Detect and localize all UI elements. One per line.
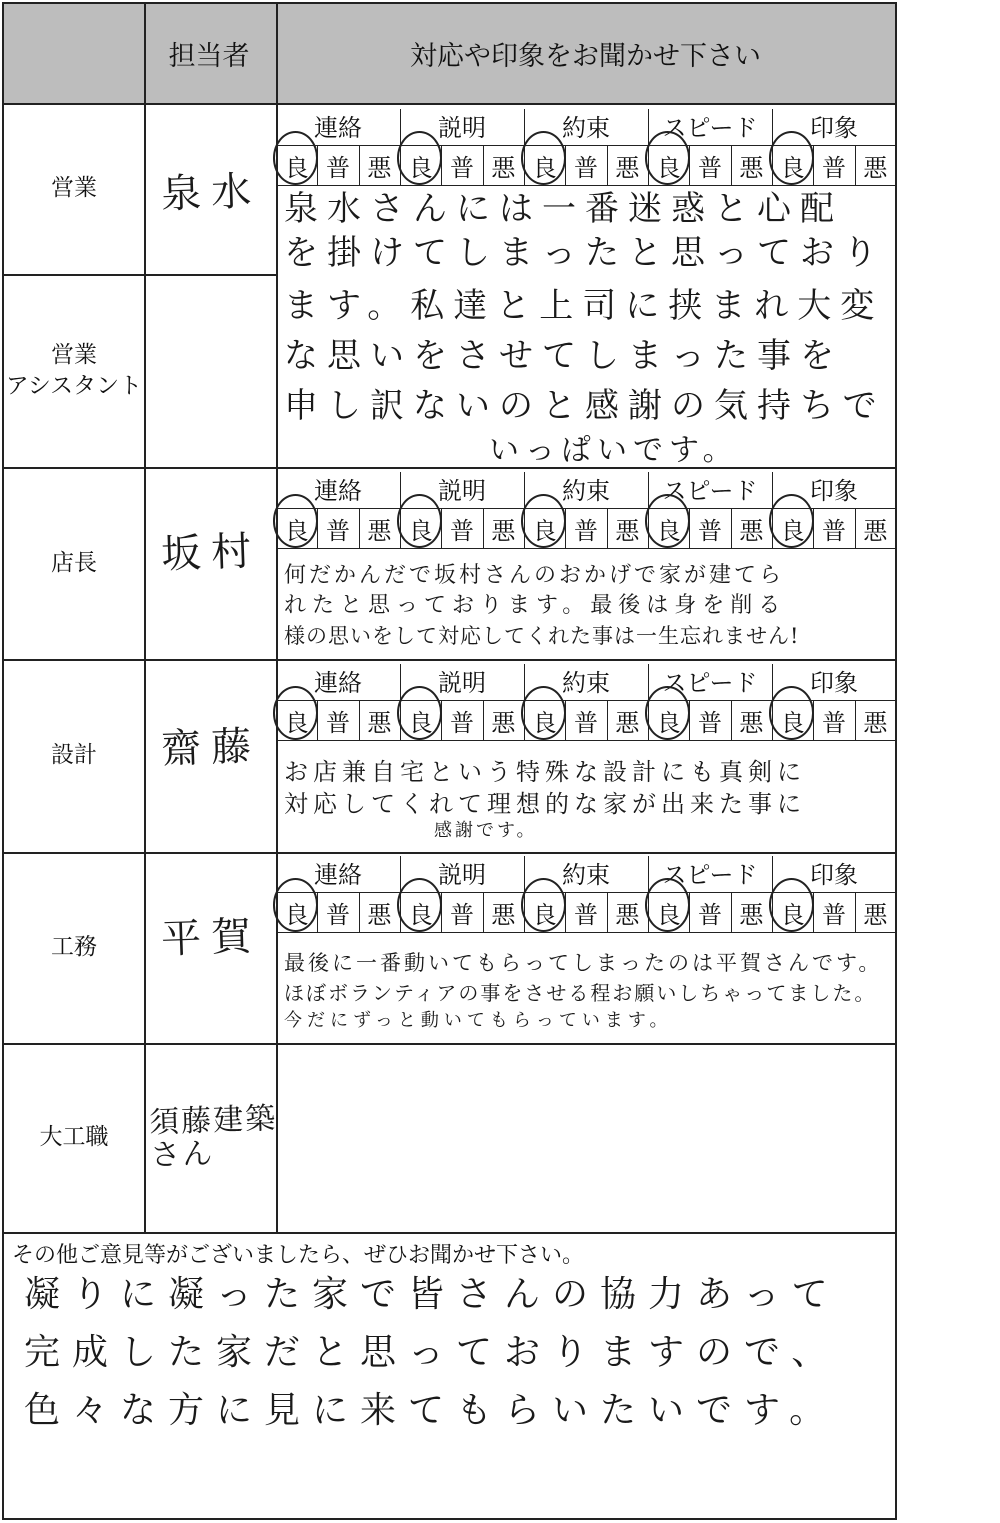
comment-line: 様の思いをして対応してくれた事は一生忘れません! — [284, 624, 800, 648]
rating-option-average[interactable]: 普 — [821, 516, 846, 545]
dept-design: 設計 — [51, 742, 97, 769]
rating-option-average[interactable]: 普 — [697, 708, 722, 737]
grid-line — [731, 700, 732, 740]
grid-line — [441, 508, 442, 548]
rating-option-average[interactable]: 普 — [821, 153, 846, 182]
grid-line — [276, 4, 278, 1232]
rating-option-good[interactable]: 良 — [408, 153, 433, 182]
comment-line: 今だにずっと動いてもらっています。 — [284, 1010, 673, 1031]
rating-option-bad[interactable]: 悪 — [739, 516, 764, 545]
rating-option-average[interactable]: 普 — [573, 153, 598, 182]
rating-category-label: 約束 — [562, 860, 610, 889]
rating-option-bad[interactable]: 悪 — [491, 153, 516, 182]
rating-option-good[interactable]: 良 — [284, 516, 309, 545]
grid-line — [813, 508, 814, 548]
dept-construction: 工務 — [51, 934, 97, 961]
rating-category-label: 約束 — [562, 668, 610, 697]
comment-line: 対応してくれて理想的な家が出来た事に — [284, 790, 806, 818]
rating-category-label: 連絡 — [314, 860, 362, 889]
rating-category-label: 説明 — [438, 860, 486, 889]
comment-line: 色々な方に見に来てもらいたいです。 — [24, 1390, 838, 1431]
rating-category-label: 連絡 — [314, 476, 362, 505]
grid-line — [689, 700, 690, 740]
rating-option-bad[interactable]: 悪 — [491, 900, 516, 929]
rating-option-average[interactable]: 普 — [325, 516, 350, 545]
rating-option-bad[interactable]: 悪 — [367, 516, 392, 545]
rating-option-bad[interactable]: 悪 — [491, 708, 516, 737]
grid-line — [565, 700, 566, 740]
grid-line — [855, 700, 856, 740]
rating-option-average[interactable]: 普 — [325, 153, 350, 182]
grid-line — [4, 1232, 895, 1234]
grid-line — [607, 892, 608, 932]
grid-line — [731, 145, 732, 185]
rating-option-good[interactable]: 良 — [656, 708, 681, 737]
comment-sales — [284, 187, 894, 467]
person-name: 齋藤 — [160, 722, 262, 773]
grid-line — [359, 145, 360, 185]
comment-line: 完成した家だと思っておりますので、 — [24, 1332, 840, 1373]
grid-line — [276, 932, 895, 933]
rating-category-label: スピード — [662, 668, 758, 697]
grid-line — [441, 892, 442, 932]
rating-option-good[interactable]: 良 — [284, 153, 309, 182]
rating-option-good[interactable]: 良 — [532, 708, 557, 737]
grid-line — [565, 508, 566, 548]
rating-option-good[interactable]: 良 — [656, 153, 681, 182]
rating-option-average[interactable]: 普 — [449, 708, 474, 737]
rating-option-good[interactable]: 良 — [780, 708, 805, 737]
grid-line — [359, 508, 360, 548]
grid-line — [276, 185, 895, 186]
person-name: 坂村 — [160, 527, 262, 578]
rating-option-bad[interactable]: 悪 — [739, 153, 764, 182]
grid-line — [689, 145, 690, 185]
comment-store-manager — [284, 561, 894, 659]
grid-line — [276, 548, 895, 549]
grid-line — [855, 892, 856, 932]
dept-carpenter: 大工職 — [39, 1124, 109, 1151]
person-name: 平賀 — [160, 912, 262, 963]
grid-line — [813, 145, 814, 185]
rating-option-bad[interactable]: 悪 — [367, 153, 392, 182]
grid-line — [483, 700, 484, 740]
comment-line: ます。私達と上司に挟まれ大変 — [284, 286, 884, 326]
rating-category-label: 印象 — [810, 476, 858, 505]
rating-category-label: 連絡 — [314, 113, 362, 142]
dept-sales-assistant: 営業 アシスタント — [5, 341, 143, 399]
other-comments-prompt: その他ご意見等がございましたら、ぜひお聞かせ下さい。 — [12, 1243, 585, 1268]
person-name: 泉水 — [160, 167, 262, 218]
grid-line — [607, 508, 608, 548]
grid-line — [731, 508, 732, 548]
grid-line — [317, 145, 318, 185]
comment-design — [284, 756, 894, 852]
rating-option-good[interactable]: 良 — [284, 900, 309, 929]
rating-option-good[interactable]: 良 — [408, 900, 433, 929]
comment-line: な思いをさせてしまった事を — [284, 336, 843, 376]
grid-line — [441, 145, 442, 185]
comment-line: 最後に一番動いてもらってしまったのは平賀さんです。 — [284, 951, 883, 975]
rating-option-average[interactable]: 普 — [325, 900, 350, 929]
rating-option-average[interactable]: 普 — [573, 516, 598, 545]
rating-option-bad[interactable]: 悪 — [615, 900, 640, 929]
grid-line — [731, 892, 732, 932]
rating-category-label: 約束 — [562, 113, 610, 142]
comment-line: ほぼボランティアの事をさせる程お願いしちゃってました。 — [284, 981, 877, 1005]
comment-line: 申し訳ないのと感謝の気持ちで — [284, 386, 886, 426]
comment-line: れたと思っております。最後は身を削る — [284, 593, 787, 618]
rating-category-label: スピード — [662, 113, 758, 142]
comment-line: 何だかんだで坂村さんのおかげで家が建てら — [284, 563, 785, 588]
comment-line: 凝りに凝った家で皆さんの協力あって — [24, 1274, 840, 1315]
survey-sheet — [2, 2, 897, 1520]
rating-option-bad[interactable]: 悪 — [367, 708, 392, 737]
comment-line: 泉水さんには一番迷惑と心配 — [284, 189, 843, 229]
grid-line — [483, 892, 484, 932]
rating-category-label: 印象 — [810, 113, 858, 142]
rating-option-bad[interactable]: 悪 — [739, 708, 764, 737]
rating-option-good[interactable]: 良 — [780, 153, 805, 182]
grid-line — [813, 892, 814, 932]
grid-line — [813, 700, 814, 740]
rating-option-good[interactable]: 良 — [408, 516, 433, 545]
rating-option-bad[interactable]: 悪 — [491, 516, 516, 545]
comment-line: 感謝です。 — [434, 820, 538, 841]
rating-option-average[interactable]: 普 — [449, 153, 474, 182]
rating-option-bad[interactable]: 悪 — [739, 900, 764, 929]
dept-store-manager: 店長 — [51, 549, 97, 576]
rating-option-bad[interactable]: 悪 — [615, 153, 640, 182]
grid-line — [483, 145, 484, 185]
other-comments — [24, 1266, 894, 1440]
rating-option-bad[interactable]: 悪 — [615, 708, 640, 737]
rating-option-good[interactable]: 良 — [532, 516, 557, 545]
rating-category-label: スピード — [662, 476, 758, 505]
comment-line: お店兼自宅という特殊な設計にも真剣に — [284, 758, 806, 786]
grid-line — [565, 145, 566, 185]
rating-category-label: スピード — [662, 860, 758, 889]
header-person: 担当者 — [168, 41, 250, 72]
rating-option-good[interactable]: 良 — [532, 153, 557, 182]
rating-option-average[interactable]: 普 — [573, 708, 598, 737]
comment-line: いっぱいです。 — [489, 433, 739, 468]
comment-construction — [284, 948, 904, 1043]
rating-option-average[interactable]: 普 — [573, 900, 598, 929]
rating-category-label: 印象 — [810, 860, 858, 889]
rating-option-bad[interactable]: 悪 — [615, 516, 640, 545]
dept-sales: 営業 — [51, 175, 97, 202]
rating-option-good[interactable]: 良 — [284, 708, 309, 737]
header-feedback: 対応や印象をお聞かせ下さい — [410, 41, 761, 72]
rating-option-good[interactable]: 良 — [408, 708, 433, 737]
grid-line — [317, 508, 318, 548]
rating-option-bad[interactable]: 悪 — [863, 900, 888, 929]
rating-option-bad[interactable]: 悪 — [863, 516, 888, 545]
comment-line: を掛けてしまったと思っており — [284, 233, 886, 273]
grid-line — [607, 145, 608, 185]
rating-category-label: 印象 — [810, 668, 858, 697]
person-name: 須藤建築さん — [148, 1101, 278, 1174]
grid-line — [483, 508, 484, 548]
rating-category-label: 連絡 — [314, 668, 362, 697]
grid-line — [689, 508, 690, 548]
grid-line — [441, 700, 442, 740]
rating-category-label: 説明 — [438, 113, 486, 142]
rating-option-good[interactable]: 良 — [656, 516, 681, 545]
rating-option-average[interactable]: 普 — [821, 900, 846, 929]
grid-line — [317, 700, 318, 740]
rating-option-good[interactable]: 良 — [656, 900, 681, 929]
rating-category-label: 約束 — [562, 476, 610, 505]
rating-option-average[interactable]: 普 — [697, 516, 722, 545]
rating-option-average[interactable]: 普 — [449, 900, 474, 929]
rating-option-average[interactable]: 普 — [821, 708, 846, 737]
rating-option-average[interactable]: 普 — [697, 900, 722, 929]
rating-option-good[interactable]: 良 — [532, 900, 557, 929]
grid-line — [855, 508, 856, 548]
grid-line — [359, 700, 360, 740]
rating-option-good[interactable]: 良 — [780, 516, 805, 545]
grid-line — [276, 740, 895, 741]
grid-line — [689, 892, 690, 932]
rating-option-good[interactable]: 良 — [780, 900, 805, 929]
rating-option-bad[interactable]: 悪 — [863, 708, 888, 737]
rating-option-bad[interactable]: 悪 — [367, 900, 392, 929]
rating-option-bad[interactable]: 悪 — [863, 153, 888, 182]
rating-category-label: 説明 — [438, 668, 486, 697]
grid-line — [607, 700, 608, 740]
grid-line — [565, 892, 566, 932]
grid-line — [317, 892, 318, 932]
grid-line — [855, 145, 856, 185]
grid-line — [359, 892, 360, 932]
rating-category-label: 説明 — [438, 476, 486, 505]
rating-option-average[interactable]: 普 — [697, 153, 722, 182]
rating-option-average[interactable]: 普 — [325, 708, 350, 737]
rating-option-average[interactable]: 普 — [449, 516, 474, 545]
